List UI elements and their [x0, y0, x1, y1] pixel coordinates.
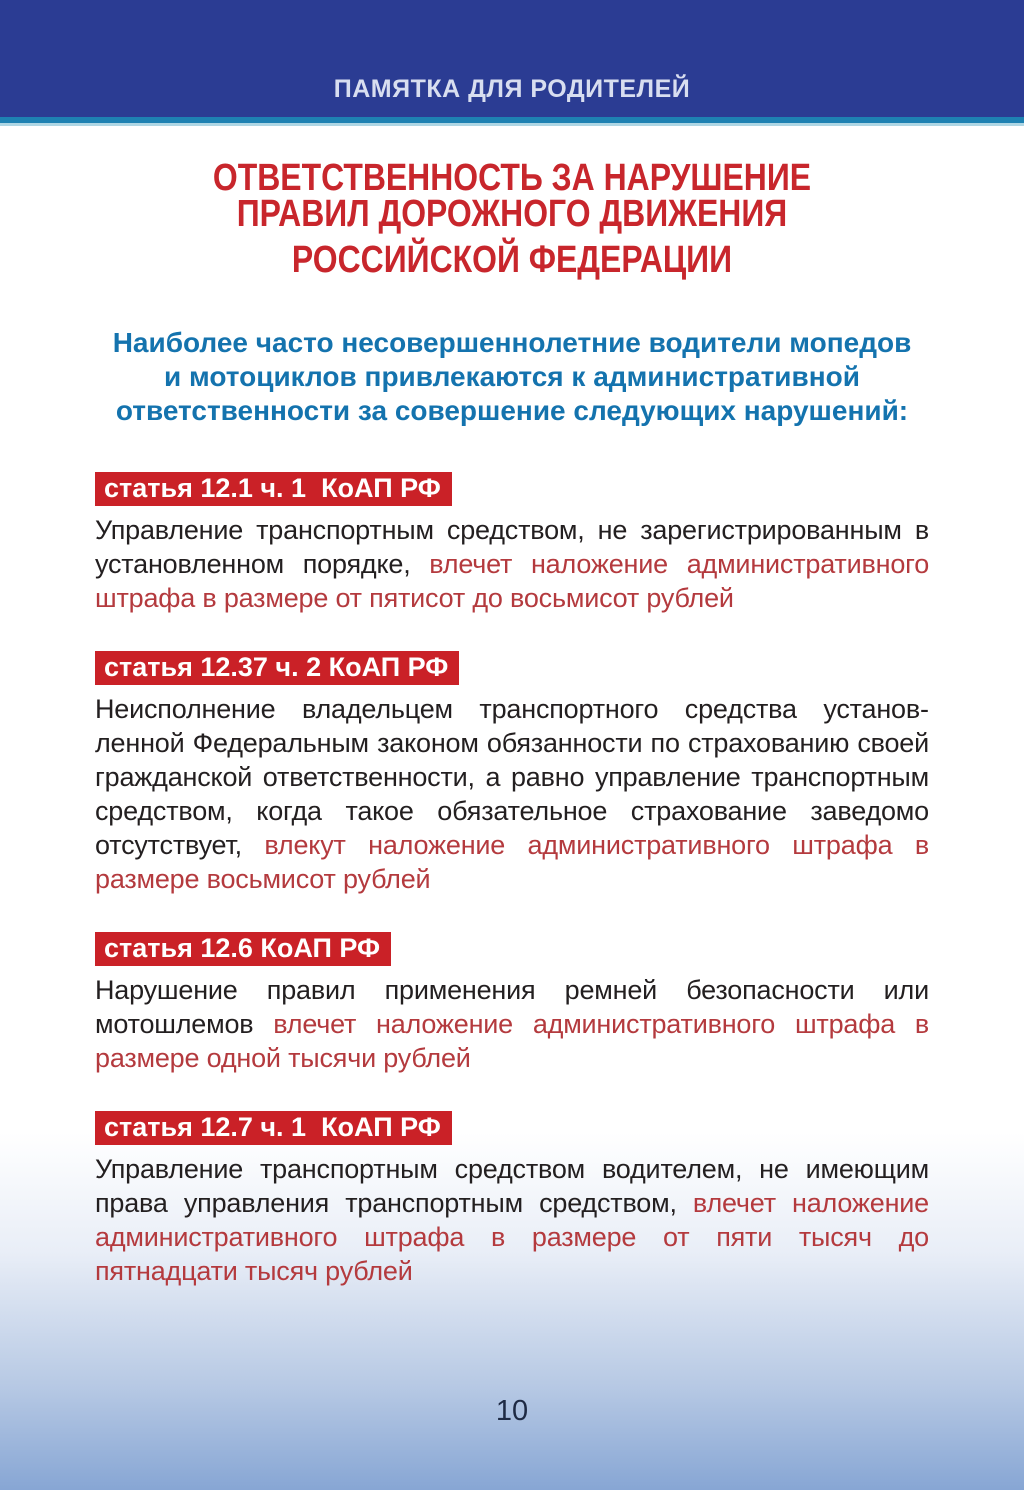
law-section-12-7 [95, 1111, 929, 1288]
page-number: 10 [495, 1395, 529, 1427]
article-text-penalty: влечет наложение административного штрафа в размере одной тысячи рублей [95, 1009, 929, 1073]
article-text-black: Управление транспортным средством, не зарегистрированным в установленном порядке, [95, 515, 929, 579]
article-text-black: Неисполнение владельцем транспортного средства установленной Федеральным законом обязанности по страхованию своей гражданской ответственности, а равно управление транспортным средством, когда такое обязательное страхование заведомо отсутствует, [95, 694, 929, 860]
law-section-12-37 [95, 651, 929, 896]
article-text [95, 513, 929, 615]
article-badge: статья 12.6 КоАП РФ [95, 932, 391, 966]
intro-line-1: Наиболее часто несовершеннолетние водители мопедов [112, 327, 912, 358]
article-badge: статья 12.37 ч. 2 КоАП РФ [95, 651, 459, 685]
article-text-penalty: влечет наложение административного штрафа в размере от пяти тысяч до пятнадцати тысяч рублей [95, 1188, 929, 1286]
article-text [95, 1152, 929, 1288]
article-text-black: Нарушение правил применения ремней безопасности или мотошлемов [95, 975, 929, 1039]
header-banner [0, 0, 1024, 117]
intro-line-2: и мотоциклов привлекаются к административной [164, 361, 860, 392]
document-title [162, 157, 863, 281]
law-section-12-6 [95, 932, 929, 1075]
title-line-2: ПРАВИЛ ДОРОЖНОГО ДВИЖЕНИЯ [236, 193, 788, 235]
intro-line-3: ответственности за совершение следующих нарушений: [115, 395, 909, 426]
article-badge: статья 12.7 ч. 1 КоАП РФ [95, 1111, 452, 1145]
title-line-1: ОТВЕТСТВЕННОСТЬ ЗА НАРУШЕНИЕ [212, 157, 812, 199]
article-text [95, 692, 929, 896]
article-text [95, 973, 929, 1075]
article-text-black: Управление транспортным средством водителем, не имеющим права управления транспортным средством, [95, 1154, 929, 1218]
header-divider-light [0, 123, 1024, 126]
article-text-penalty: влекут наложение административного штрафа в размере восьмисот рублей [95, 830, 929, 894]
article-badge: статья 12.1 ч. 1 КоАП РФ [95, 472, 452, 506]
article-text-penalty: влечет наложение административного штрафа в размере от пятисот до восьмисот рублей [95, 549, 930, 613]
header-title: ПАМЯТКА ДЛЯ РОДИТЕЛЕЙ [333, 75, 691, 103]
intro-paragraph [95, 326, 929, 428]
title-line-3: РОССИЙСКОЙ ФЕДЕРАЦИИ [291, 239, 733, 281]
page-content [0, 157, 1024, 1288]
law-section-12-1 [95, 472, 929, 615]
